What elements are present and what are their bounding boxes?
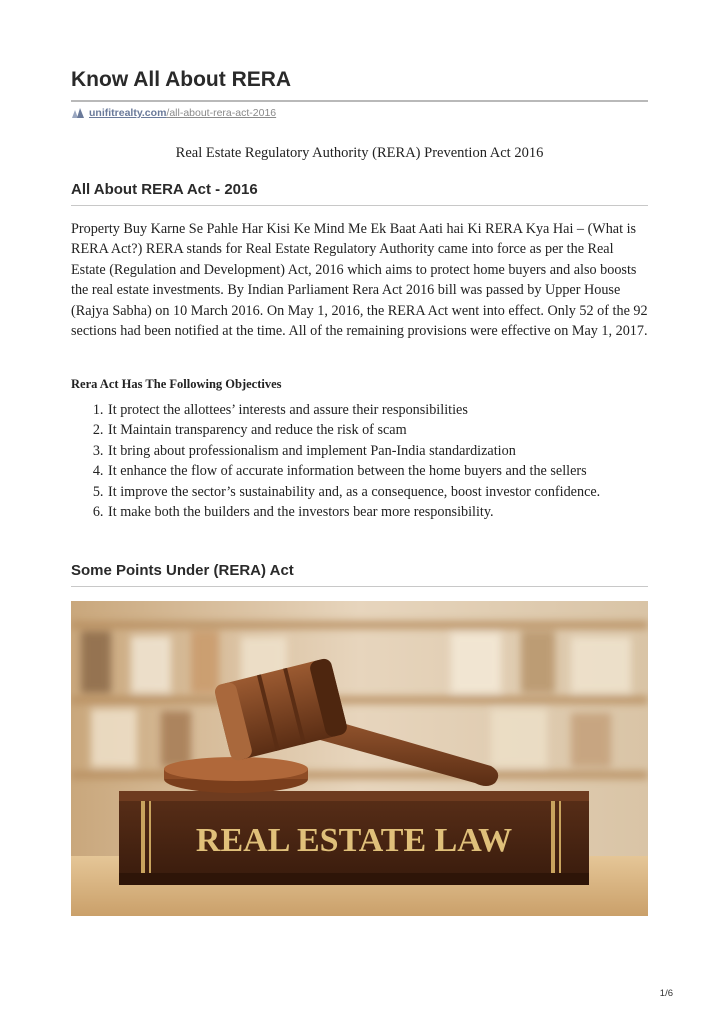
section-divider — [71, 586, 648, 587]
objectives-list — [71, 400, 651, 522]
gavel-book-illustration — [71, 601, 648, 916]
source-link[interactable] — [71, 107, 276, 119]
section-heading-about: All About RERA Act - 2016 — [71, 181, 258, 198]
intro-paragraph: Property Buy Karne Se Pahle Har Kisi Ke Mind Me Ek Baat Aati hai Ki RERA Kya Hai – (What is RERA Act?) RERA stands for Real Estate Regulatory Authority came into force as per the Real Estate (Regulation and Development) Act, 2016 which aims to protect home buyers and also boosts the real estate investments. By Indian Parliament Rera Act 2016 bill was passed by Upper House (Rajya Sabha) on 10 March 2016. On May 1, 2016, the RERA Act went into effect. Only 52 of the 92 sections had been notified at the time. All of the remaining provisions were effective on May 1, 2017. — [71, 221, 648, 340]
page-title: Know All About RERA — [71, 68, 292, 91]
list-item: 2. It Maintain transparency and reduce the risk of scam — [107, 420, 651, 440]
section-divider — [71, 205, 648, 206]
page-number: 1/6 — [659, 988, 673, 999]
document-subtitle: Real Estate Regulatory Authority (RERA) Prevention Act 2016 — [175, 145, 544, 161]
list-item: 5. It improve the sector’s sustainability and, as a consequence, boost investor confidence. — [107, 482, 651, 502]
list-item: 3. It bring about professionalism and implement Pan-India standardization — [107, 441, 651, 461]
site-logo-icon — [71, 107, 85, 119]
list-item: 4. It enhance the flow of accurate information between the home buyers and the sellers — [107, 461, 651, 481]
section-heading-points: Some Points Under (RERA) Act — [71, 562, 294, 579]
gavel-book-image — [71, 601, 648, 916]
source-path[interactable]: /all-about-rera-act-2016 — [166, 107, 277, 119]
book-title-text: REAL ESTATE LAW — [195, 822, 513, 859]
list-item: 1. It protect the allottees’ interests and assure their responsibilities — [107, 400, 651, 420]
title-divider — [71, 100, 648, 102]
source-domain[interactable]: unifitrealty.com — [89, 107, 167, 119]
objectives-heading: Rera Act Has The Following Objectives — [71, 377, 282, 391]
list-item: 6. It make both the builders and the investors bear more responsibility. — [107, 502, 651, 522]
